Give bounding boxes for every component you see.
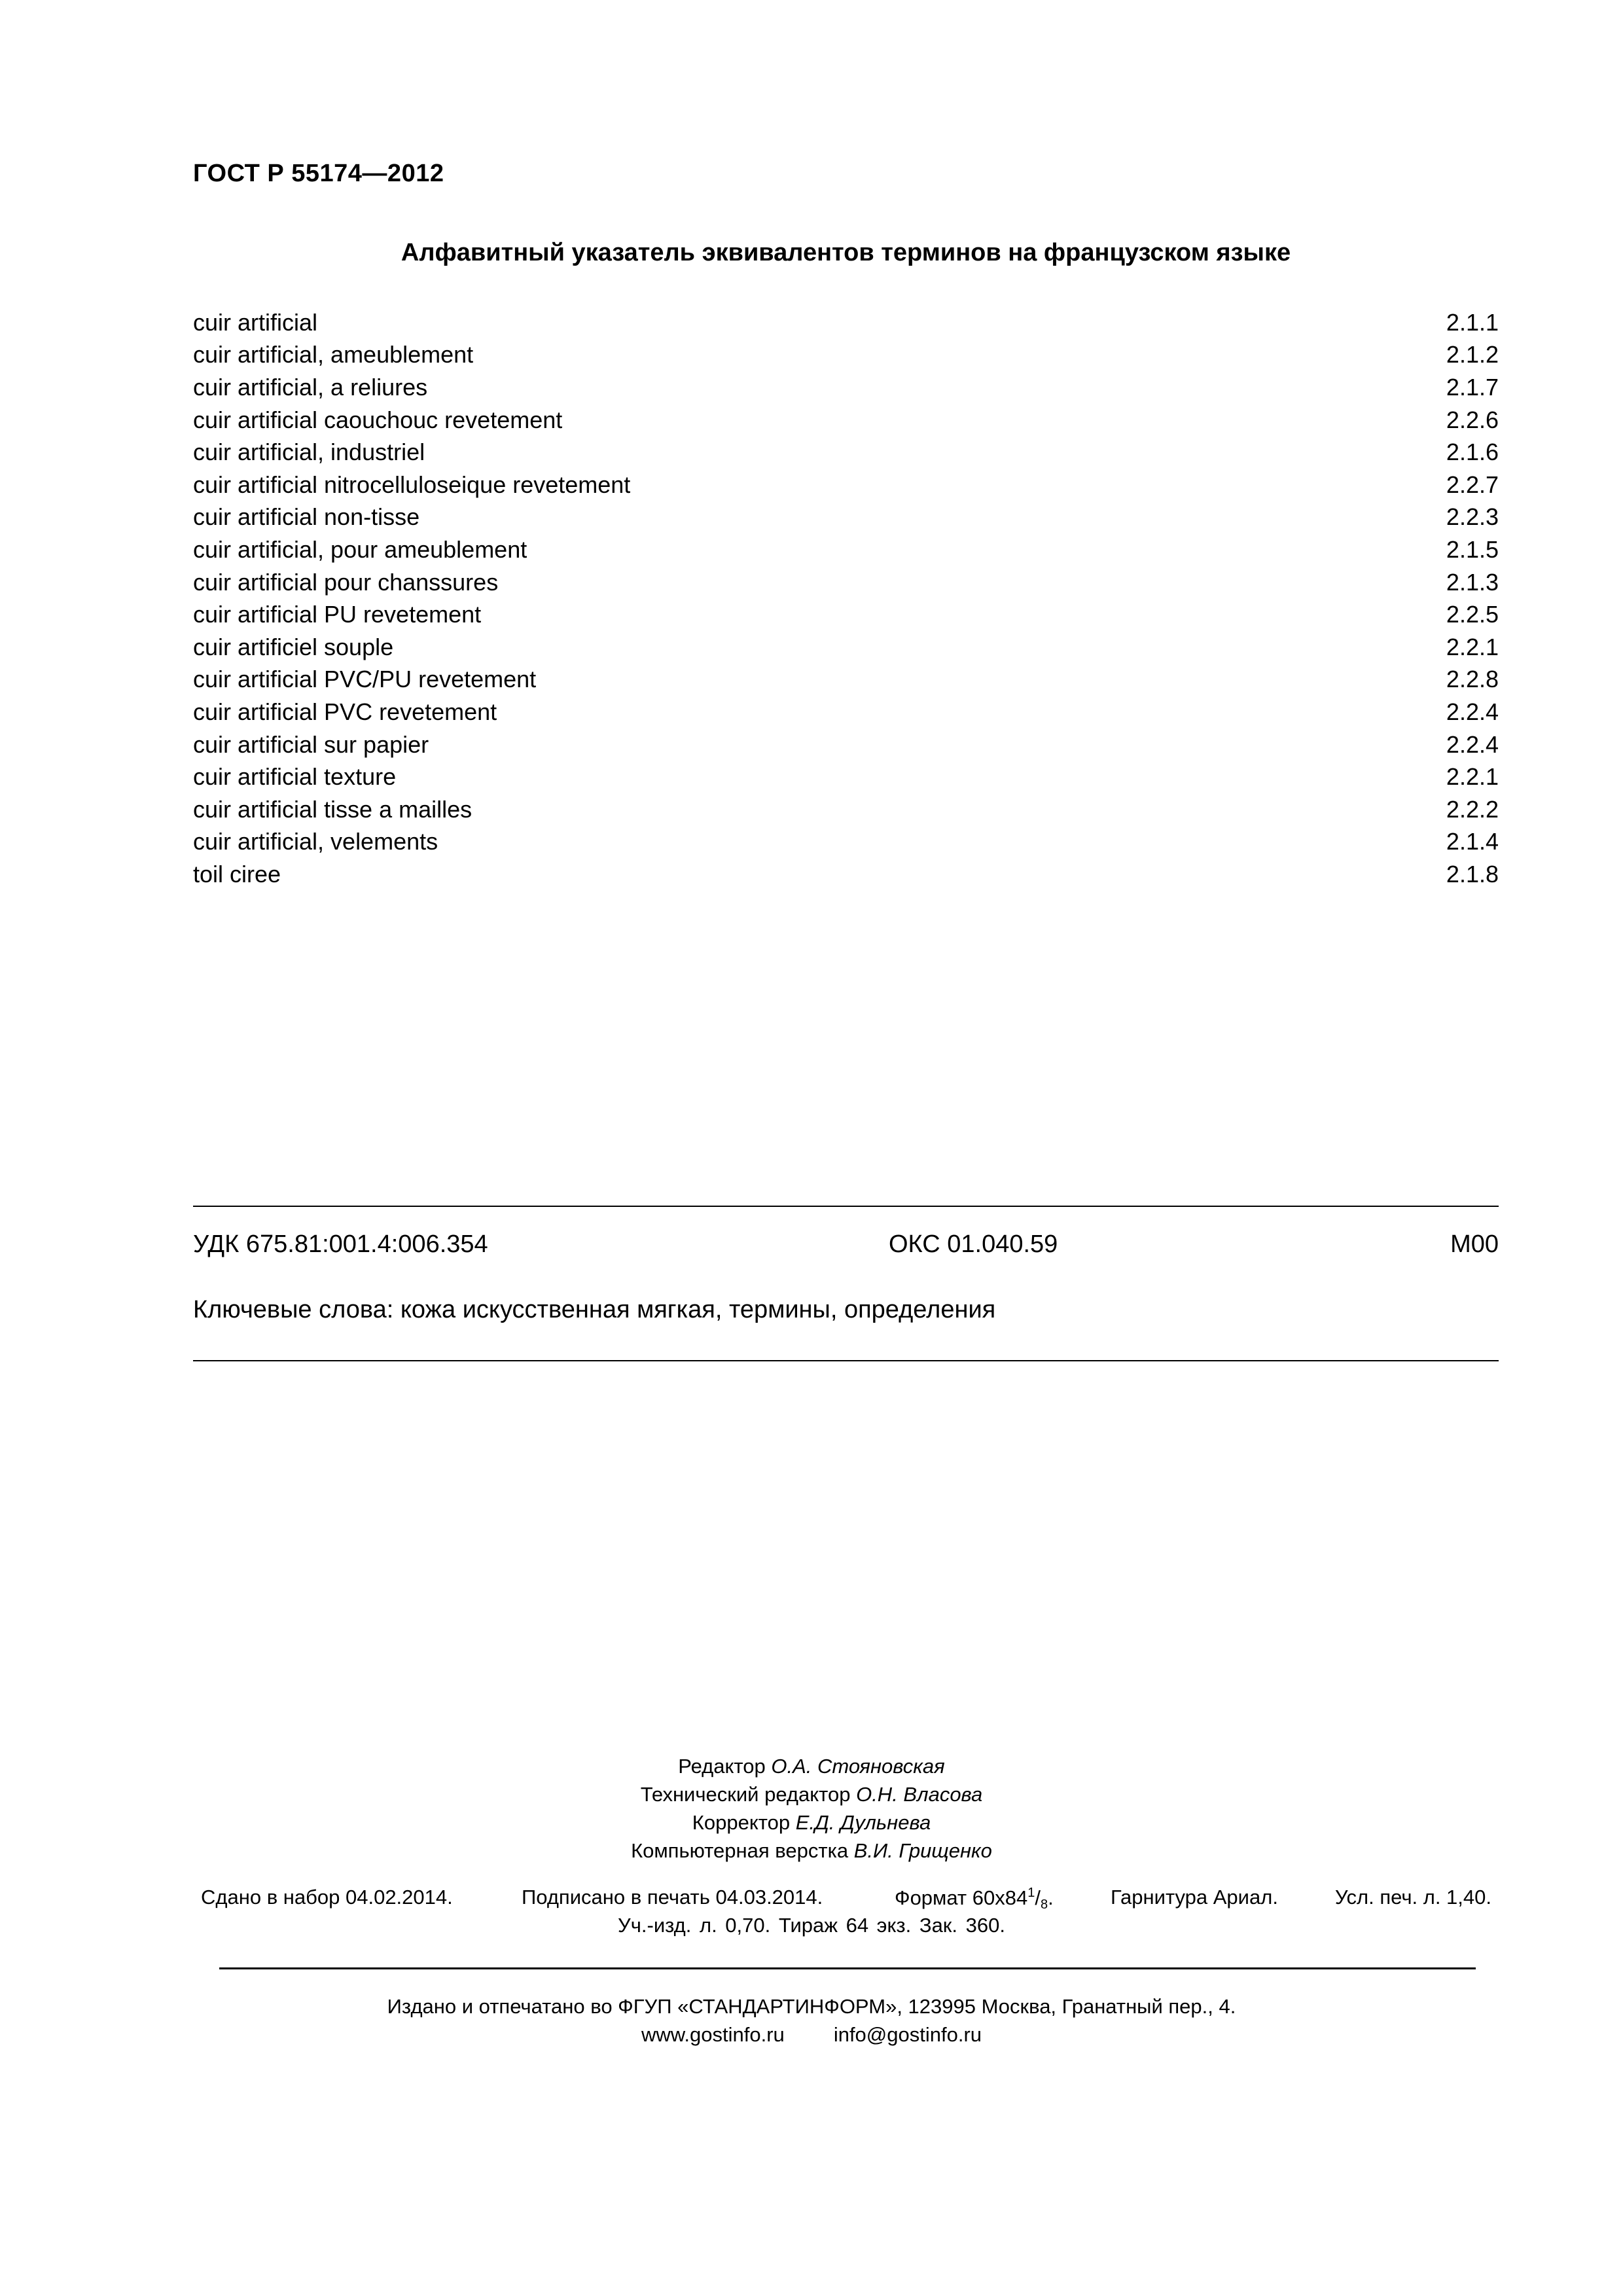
- index-term: cuir artificial, ameublement: [193, 341, 474, 368]
- index-ref: 2.2.4: [1446, 698, 1499, 725]
- index-term: cuir artificial nitrocelluloseique revetement: [193, 471, 631, 498]
- divider-imprint: [219, 1967, 1476, 1969]
- index-list: [193, 306, 1499, 891]
- layout-line: [0, 1837, 1623, 1865]
- index-entry: [193, 664, 1499, 696]
- index-ref: 2.2.7: [1446, 471, 1499, 498]
- submitted-date: Сдано в набор 04.02.2014.: [201, 1886, 453, 1909]
- print-sheets: Усл. печ. л. 1,40.: [1334, 1886, 1491, 1909]
- index-term: cuir artificial sur papier: [193, 730, 429, 758]
- index-term: cuir artificial: [193, 308, 318, 336]
- index-ref: 2.2.4: [1446, 730, 1499, 758]
- index-ref: 2.2.1: [1446, 633, 1499, 660]
- index-ref: 2.1.2: [1446, 341, 1499, 368]
- print-info: [201, 1886, 1491, 1914]
- signed-date: Подписано в печать 04.03.2014.: [522, 1886, 823, 1909]
- index-term: cuir artificial PU revetement: [193, 601, 482, 628]
- index-term: cuir artificial PVC revetement: [193, 698, 497, 725]
- classification-row: [193, 1230, 1499, 1263]
- index-ref: 2.1.3: [1446, 568, 1499, 596]
- oks-code: ОКС 01.040.59: [889, 1230, 1058, 1258]
- index-term: cuir artificial tisse a mailles: [193, 795, 473, 823]
- tech-editor-label: Технический редактор: [640, 1783, 851, 1806]
- index-entry: [193, 339, 1499, 372]
- index-term: cuir artificial, a reliures: [193, 373, 428, 401]
- index-ref: 2.1.8: [1446, 860, 1499, 888]
- index-ref: 2.1.6: [1446, 439, 1499, 466]
- index-ref: 2.2.1: [1446, 763, 1499, 791]
- format-numerator: 1: [1027, 1886, 1035, 1900]
- index-term: cuir artificial, industriel: [193, 439, 425, 466]
- index-term: cuir artificial caouchouc revetement: [193, 406, 563, 433]
- index-ref: 2.2.6: [1446, 406, 1499, 433]
- editor-name: О.А. Стояновская: [771, 1755, 945, 1778]
- index-entry: [193, 728, 1499, 761]
- divider-bottom: [193, 1360, 1499, 1361]
- format-slash: /: [1035, 1886, 1041, 1909]
- index-entry: [193, 858, 1499, 891]
- index-entry: [193, 793, 1499, 826]
- publisher-contacts: [0, 2020, 1623, 2049]
- index-term: cuir artificial, velements: [193, 828, 438, 855]
- index-entry: [193, 566, 1499, 599]
- website-link[interactable]: www.gostinfo.ru: [641, 2023, 785, 2046]
- index-entry: [193, 436, 1499, 469]
- index-entry: [193, 469, 1499, 501]
- index-term: cuir artificiel souple: [193, 633, 394, 660]
- tech-editor-name: О.Н. Власова: [856, 1783, 983, 1806]
- layout-label: Компьютерная верстка: [631, 1839, 849, 1862]
- standard-designation: ГОСТ Р 55174—2012: [193, 160, 444, 187]
- index-entry: [193, 696, 1499, 728]
- index-term: toil ciree: [193, 860, 281, 888]
- index-entry: [193, 598, 1499, 631]
- index-title: Алфавитный указатель эквивалентов терминов на французском языке: [401, 239, 1291, 266]
- print-info-line2: Уч.-изд. л. 0,70. Тираж 64 экз. Зак. 360.: [618, 1914, 1005, 1937]
- staff-credits: [0, 1752, 1623, 1865]
- index-ref: 2.2.8: [1446, 666, 1499, 693]
- index-entry: [193, 404, 1499, 437]
- email-link[interactable]: info@gostinfo.ru: [833, 2023, 982, 2046]
- index-ref: 2.1.7: [1446, 373, 1499, 401]
- keywords: Ключевые слова: кожа искусственная мягкая, термины, определения: [193, 1296, 996, 1323]
- editor-label: Редактор: [678, 1755, 766, 1778]
- publisher-info: [0, 1992, 1623, 2049]
- format-prefix: Формат 60x84: [895, 1886, 1028, 1909]
- index-ref: 2.2.2: [1446, 795, 1499, 823]
- index-term: cuir artificial PVC/PU revetement: [193, 666, 537, 693]
- corrector-line: [0, 1808, 1623, 1837]
- index-entry: [193, 761, 1499, 793]
- typeface: Гарнитура Ариал.: [1111, 1886, 1278, 1909]
- index-term: cuir artificial non-tisse: [193, 503, 420, 531]
- index-ref: 2.1.5: [1446, 535, 1499, 563]
- corrector-name: Е.Д. Дульнева: [795, 1811, 931, 1834]
- tech-editor-line: [0, 1780, 1623, 1808]
- format-denominator: 8: [1040, 1897, 1048, 1912]
- index-entry: [193, 826, 1499, 859]
- index-ref: 2.2.3: [1446, 503, 1499, 531]
- index-entry: [193, 501, 1499, 534]
- divider-top: [193, 1206, 1499, 1207]
- index-term: cuir artificial, pour ameublement: [193, 535, 527, 563]
- print-format: [895, 1886, 1054, 1912]
- index-entry: [193, 306, 1499, 339]
- corrector-label: Корректор: [692, 1811, 791, 1834]
- editor-line: [0, 1752, 1623, 1780]
- index-ref: 2.1.4: [1446, 828, 1499, 855]
- index-ref: 2.2.5: [1446, 601, 1499, 628]
- index-term: cuir artificial pour chanssures: [193, 568, 499, 596]
- group-code: М00: [1450, 1230, 1499, 1258]
- index-entry: [193, 631, 1499, 664]
- publisher-line: Издано и отпечатано во ФГУП «СТАНДАРТИНФОРМ», 123995 Москва, Гранатный пер., 4.: [387, 1995, 1236, 2018]
- udk-code: УДК 675.81:001.4:006.354: [193, 1230, 488, 1258]
- index-ref: 2.1.1: [1446, 308, 1499, 336]
- index-entry: [193, 371, 1499, 404]
- layout-name: В.И. Грищенко: [853, 1839, 992, 1862]
- index-entry: [193, 533, 1499, 566]
- format-suffix: .: [1048, 1886, 1054, 1909]
- index-term: cuir artificial texture: [193, 763, 397, 791]
